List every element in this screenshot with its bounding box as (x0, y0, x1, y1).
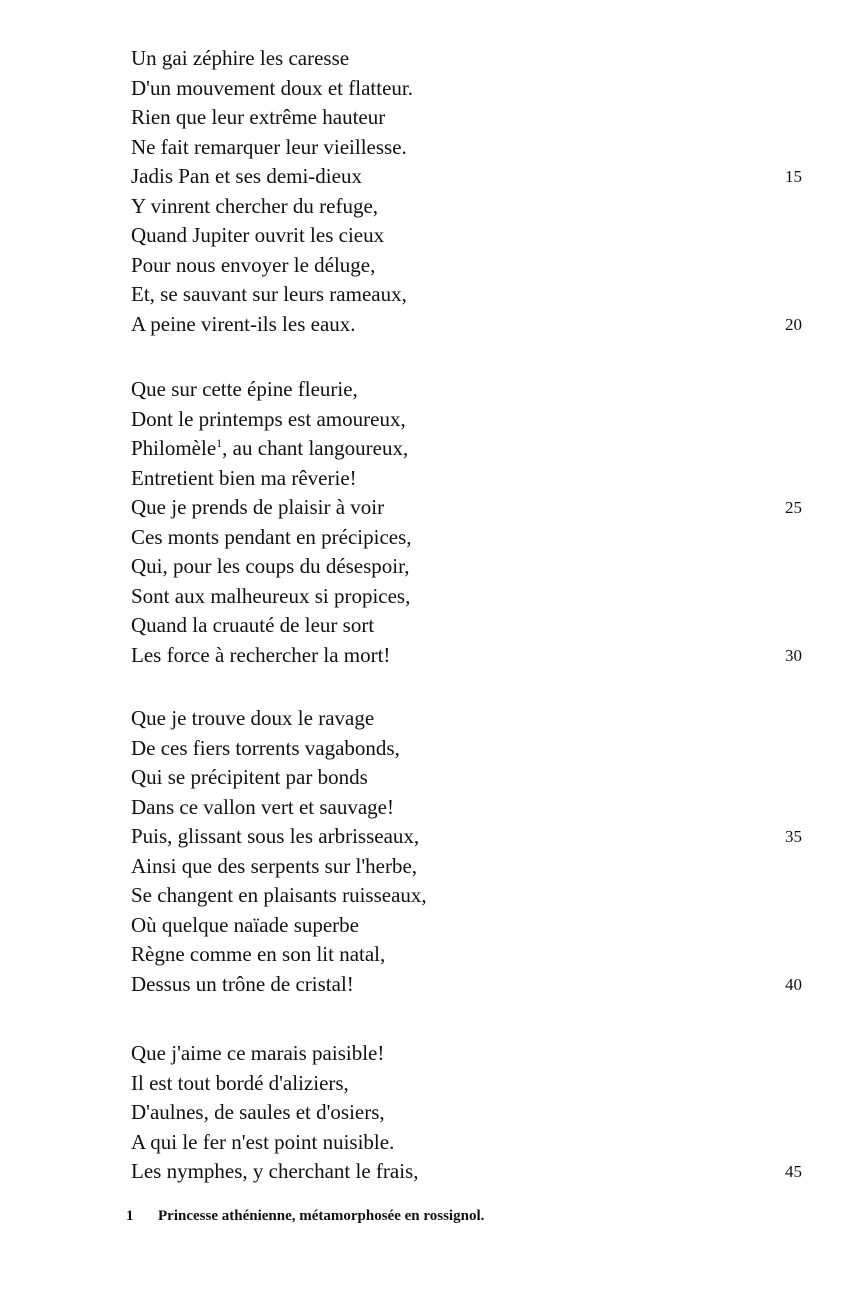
verse-line (131, 822, 831, 852)
verse-line (131, 611, 831, 641)
verse-text: Règne comme en son lit natal, (131, 942, 386, 966)
verse-text: Philomèle (131, 436, 217, 460)
verse-line (131, 1128, 831, 1158)
verse-line (131, 1098, 831, 1128)
verse-text: Pour nous envoyer le déluge, (131, 252, 376, 277)
verse-text: A qui le fer n'est point nuisible. (131, 1129, 395, 1154)
verse-line (131, 970, 831, 1000)
footnote-number: 1 (126, 1208, 134, 1224)
footnote-text: Princesse athénienne, métamorphosée en rossignol. (158, 1208, 485, 1224)
verse-line (131, 881, 831, 911)
verse-line (131, 911, 831, 941)
line-number: 15 (785, 167, 802, 186)
verse-line (131, 641, 831, 671)
verse-text: Ne fait remarquer leur vieillesse. (131, 134, 407, 159)
verse-text: Puis, glissant sous les arbrisseaux, (131, 824, 420, 848)
verse-text: Ces monts pendant en précipices, (131, 524, 412, 549)
verse-line (131, 192, 831, 222)
verse-line (131, 103, 831, 133)
stanza-3 (131, 704, 831, 999)
verse-line (131, 375, 831, 405)
verse-line (131, 74, 831, 104)
stanza-4 (131, 1039, 831, 1187)
verse-text: Quand la cruauté de leur sort (131, 613, 375, 637)
verse-text: Les nymphes, y cherchant le frais, (131, 1159, 419, 1183)
verse-text: Que sur cette épine fleurie, (131, 377, 358, 401)
verse-line (131, 221, 831, 251)
verse-line (131, 310, 831, 340)
verse-text: Où quelque naïade superbe (131, 912, 359, 937)
verse-line (131, 44, 831, 74)
verse-text: Qui, pour les coups du désespoir, (131, 554, 410, 578)
verse-line (131, 734, 831, 764)
verse-text: Ainsi que des serpents sur l'herbe, (131, 853, 418, 878)
verse-text: Jadis Pan et ses demi-dieux (131, 164, 362, 188)
verse-line (131, 763, 831, 793)
verse-line (131, 793, 831, 823)
verse-line (131, 464, 831, 494)
verse-line (131, 133, 831, 163)
verse-text: , au chant langoureux, (222, 436, 409, 460)
footnote (126, 1208, 484, 1225)
verse-text: D'aulnes, de saules et d'osiers, (131, 1100, 385, 1124)
verse-line (131, 434, 831, 464)
verse-text: Que je trouve doux le ravage (131, 706, 375, 730)
verse-text: Quand Jupiter ouvrit les cieux (131, 223, 385, 247)
verse-line (131, 940, 831, 970)
line-number: 40 (785, 974, 802, 994)
verse-text: Que je prends de plaisir à voir (131, 495, 385, 519)
line-number: 25 (785, 498, 802, 517)
verse-line (131, 704, 831, 734)
verse-text: Y vinrent chercher du refuge, (131, 193, 379, 218)
verse-text: D'un mouvement doux et flatteur. (131, 75, 413, 100)
verse-line (131, 162, 831, 192)
verse-text: Sont aux malheureux si propices, (131, 583, 411, 608)
verse-line (131, 852, 831, 882)
line-number: 30 (785, 645, 802, 665)
verse-text: A peine virent-ils les eaux. (131, 311, 356, 336)
verse-line (131, 1039, 831, 1069)
stanza-1 (131, 44, 831, 339)
verse-text: Que j'aime ce marais paisible! (131, 1041, 385, 1065)
verse-line (131, 493, 831, 523)
verse-line (131, 1069, 831, 1099)
line-number: 35 (785, 827, 802, 846)
verse-text: Rien que leur extrême hauteur (131, 105, 386, 129)
stanza-2 (131, 375, 831, 670)
verse-text: Dont le printemps est amoureux, (131, 406, 406, 431)
verse-text: Se changent en plaisants ruisseaux, (131, 883, 427, 907)
line-number: 45 (785, 1162, 802, 1181)
verse-line (131, 523, 831, 553)
verse-text: Dans ce vallon vert et sauvage! (131, 794, 394, 819)
verse-line (131, 1157, 831, 1187)
verse-line (131, 582, 831, 612)
verse-line (131, 405, 831, 435)
verse-line (131, 280, 831, 310)
verse-text: Les force à rechercher la mort! (131, 642, 391, 667)
verse-text: Qui se précipitent par bonds (131, 765, 368, 789)
verse-text: Entretient bien ma rêverie! (131, 465, 357, 490)
verse-text: De ces fiers torrents vagabonds, (131, 735, 400, 760)
verse-text: Et, se sauvant sur leurs rameaux, (131, 282, 407, 306)
verse-text: Dessus un trône de cristal! (131, 971, 354, 996)
verse-line (131, 251, 831, 281)
verse-text: Il est tout bordé d'aliziers, (131, 1070, 349, 1095)
verse-line (131, 552, 831, 582)
footnote-marker: 1 (216, 436, 223, 450)
verse-text: Un gai zéphire les caresse (131, 46, 350, 70)
line-number: 20 (785, 314, 802, 334)
